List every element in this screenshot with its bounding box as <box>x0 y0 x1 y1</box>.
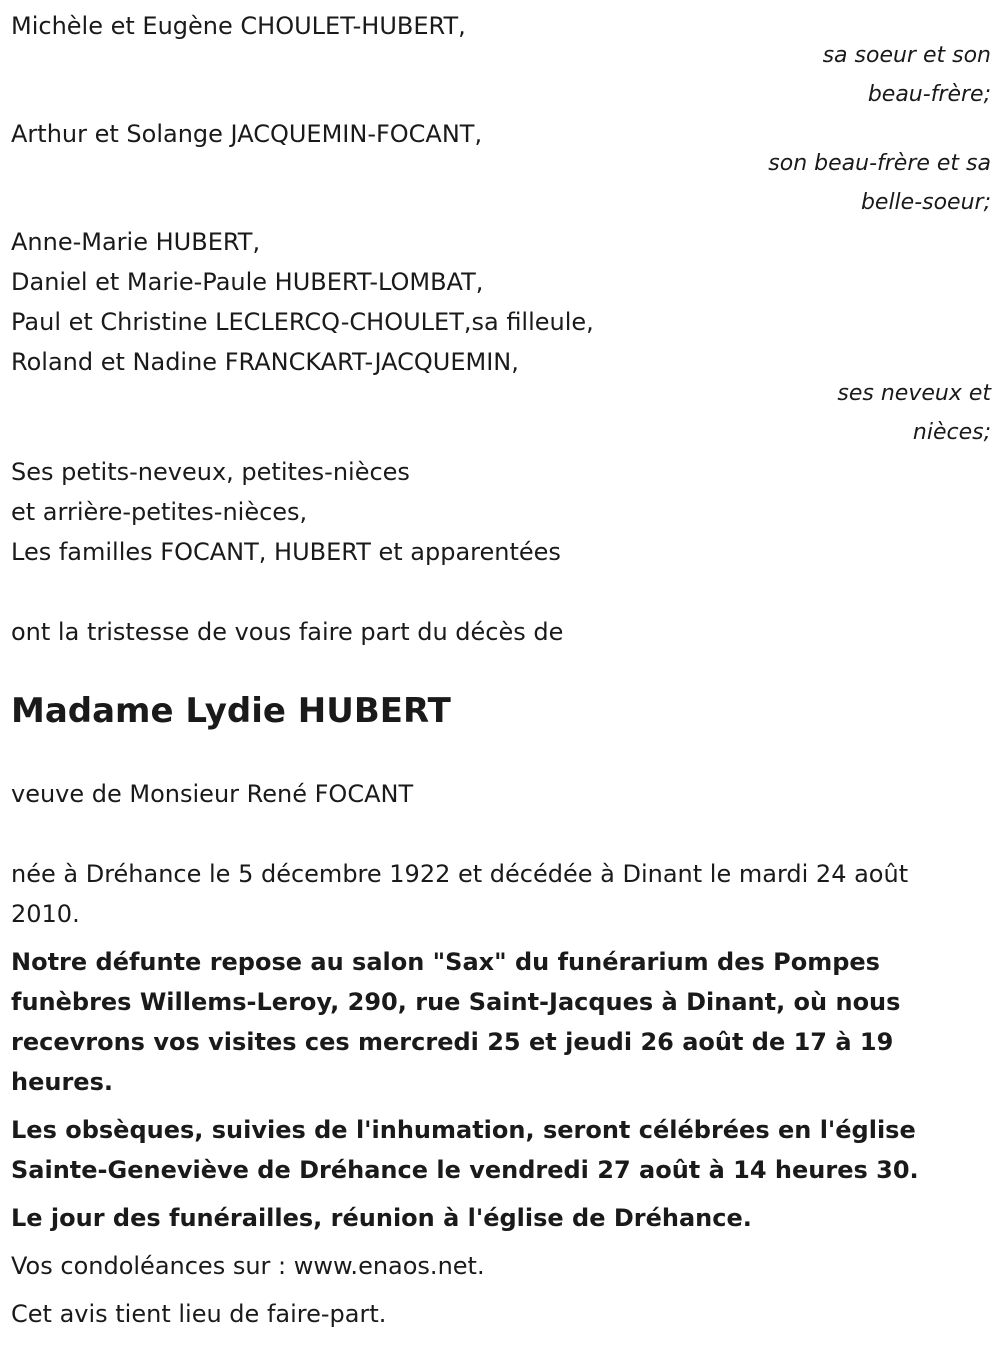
family-line-great-grand-nieces: et arrière-petites-nièces, <box>11 498 308 526</box>
widow-of-text: veuve de Monsieur René FOCANT <box>11 780 414 808</box>
birth-death-text: née à Dréhance le 5 décembre 1922 et décédée à Dinant le mardi 24 août 2010. <box>11 860 909 928</box>
family-line-choulet-hubert: Michèle et Eugène CHOULET-HUBERT, <box>11 12 466 40</box>
relation-nephews-line1: ses neveux et <box>837 381 991 406</box>
meeting-text: Le jour des funérailles, réunion à l'église de Dréhance. <box>11 1204 752 1232</box>
notice-text: Cet avis tient lieu de faire-part. <box>11 1300 387 1328</box>
family-line-anne-marie: Anne-Marie HUBERT, <box>11 228 261 256</box>
family-line-grand-nephews: Ses petits-neveux, petites-nièces <box>11 458 410 486</box>
funeral-text: Les obsèques, suivies de l'inhumation, seront célébrées en l'église Sainte-Geneviève de Dréhance le vendredi 27 août à 14 heures 30. <box>11 1116 919 1184</box>
relation-sister-line2: beau-frère; <box>867 82 991 107</box>
family-line-daniel: Daniel et Marie-Paule HUBERT-LOMBAT, <box>11 268 484 296</box>
visitation-text: Notre défunte repose au salon "Sax" du funérarium des Pompes funèbres Willems-Leroy, 290, rue Saint-Jacques à Dinant, où nous recevrons vos visites ces mercredi 25 et jeudi 26 août de 17 à 19 heures. <box>11 948 901 1096</box>
relation-brother-in-law-line2: belle-soeur; <box>860 190 991 215</box>
relation-sister-line1: sa soeur et son <box>822 43 991 68</box>
relation-brother-in-law-line1: son beau-frère et sa <box>768 151 991 176</box>
deceased-name: Madame Lydie HUBERT <box>11 691 451 731</box>
family-line-paul: Paul et Christine LECLERCQ-CHOULET,sa filleule, <box>11 308 594 336</box>
relation-nephews-line2: nièces; <box>912 420 991 445</box>
condolences-text: Vos condoléances sur : www.enaos.net. <box>11 1252 485 1280</box>
family-line-roland: Roland et Nadine FRANCKART-JACQUEMIN, <box>11 348 519 376</box>
obituary-notice <box>11 0 991 1334</box>
family-line-jacquemin-focant: Arthur et Solange JACQUEMIN-FOCANT, <box>11 120 483 148</box>
family-line-families: Les familles FOCANT, HUBERT et apparentées <box>11 538 561 566</box>
announcement-text: ont la tristesse de vous faire part du décès de <box>11 618 564 646</box>
